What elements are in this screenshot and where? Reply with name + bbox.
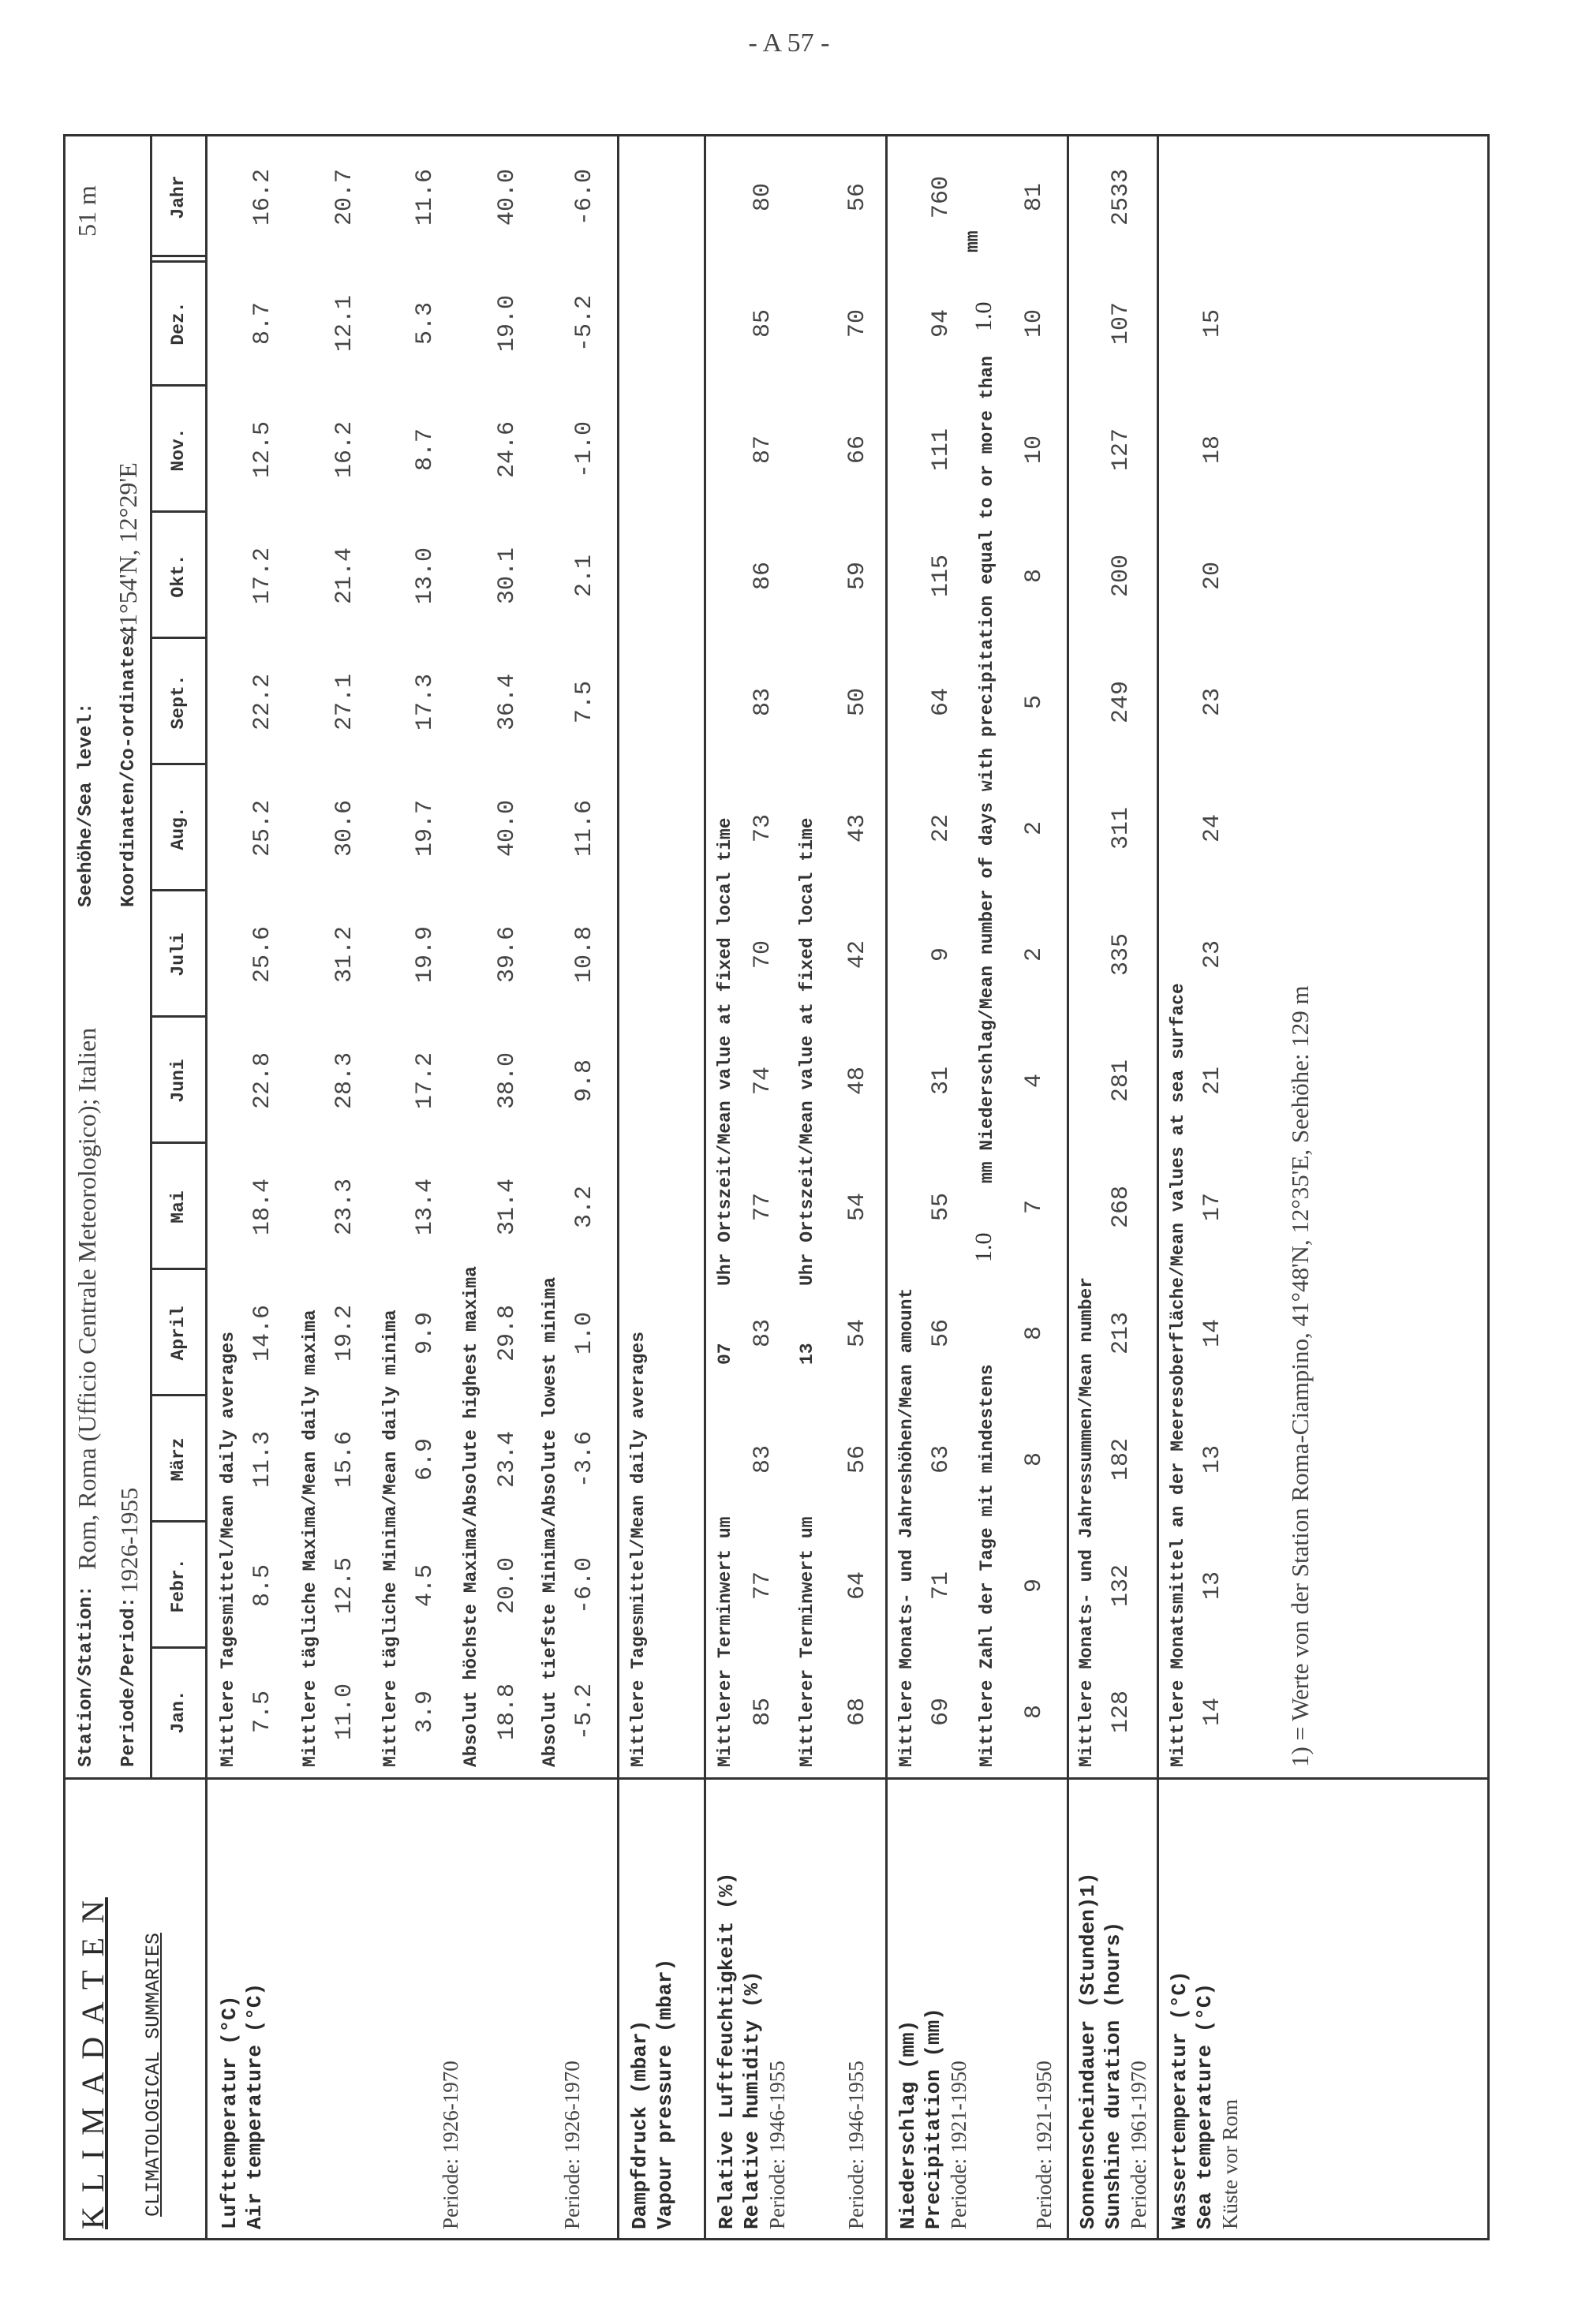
- value-cell: 64: [844, 1571, 871, 1601]
- row-unit: mm: [963, 230, 983, 252]
- period-value: 1926-1955: [115, 1487, 143, 1594]
- month-divider: [150, 1394, 205, 1396]
- row-title: Mittlere Monatsmittel an der Meeresoberfläche/Mean values at sea surface: [1168, 983, 1188, 1767]
- humidity-label-de: Relative Luftfeuchtigkeit (%): [715, 1872, 739, 2229]
- air-temp-label-en: Air temperature (°C): [243, 1982, 267, 2229]
- value-cell: 42: [844, 940, 871, 970]
- value-cell: 8: [1021, 1705, 1048, 1720]
- month-header-bottom: [205, 134, 208, 1780]
- value-cell: -1.0: [571, 421, 598, 479]
- value-cell: 43: [844, 814, 871, 843]
- precip-period-1: Periode: 1921-1950: [947, 2061, 970, 2229]
- air-period-2: Periode: 1926-1970: [560, 2061, 584, 2229]
- value-cell: 13: [1199, 1571, 1226, 1601]
- value-cell: 11.6: [412, 169, 439, 226]
- value-cell: 63: [928, 1445, 955, 1474]
- row-time: 13: [797, 1343, 817, 1365]
- month-header: Mai: [168, 1190, 189, 1224]
- value-cell: 12.5: [249, 421, 276, 479]
- value-cell: 23: [1199, 688, 1226, 717]
- value-cell: 22: [928, 814, 955, 843]
- value-cell: 31.2: [331, 926, 358, 984]
- value-cell: 68: [844, 1698, 871, 1727]
- value-cell: 25.2: [249, 800, 276, 857]
- value-cell: 29.8: [494, 1305, 521, 1362]
- value-cell: 7: [1021, 1200, 1048, 1215]
- table-right-border: [63, 134, 1490, 136]
- row-title: Mittlere Monats- und Jahreshöhen/Mean amount: [896, 1287, 917, 1767]
- value-cell: 4.5: [412, 1564, 439, 1608]
- station-value: Rom, Roma (Ufficio Centrale Meteorologico); Italien: [73, 1027, 101, 1570]
- value-cell: 24.6: [494, 421, 521, 479]
- month-header: Aug.: [168, 806, 189, 850]
- footnote: 1) = Werte von der Station Roma-Ciampino, 41°48'N, 12°35'E, Seehöhe: 129 m: [1286, 985, 1314, 1767]
- value-cell: 39.6: [494, 926, 521, 984]
- value-cell: 10.8: [571, 926, 598, 984]
- month-header: Juli: [168, 932, 189, 977]
- month-header: Okt.: [168, 554, 189, 598]
- value-cell: 85: [750, 1698, 776, 1727]
- value-cell: 9.9: [412, 1312, 439, 1355]
- value-cell: 86: [750, 562, 776, 591]
- month-header: März: [168, 1437, 189, 1481]
- value-cell: -3.6: [571, 1431, 598, 1489]
- value-cell: 17: [1199, 1193, 1226, 1222]
- value-cell: 311: [1108, 807, 1135, 850]
- humidity-period-2: Periode: 1946-1955: [844, 2061, 868, 2229]
- value-cell: 13.0: [412, 547, 439, 605]
- value-cell: -6.0: [571, 1557, 598, 1615]
- humidity-label-en: Relative humidity (%): [740, 1971, 764, 2229]
- month-divider: [150, 384, 205, 387]
- row-title: Mittlere tägliche Maxima/Mean daily maxima: [300, 1310, 320, 1767]
- row-title: mm Niederschlag/Mean number of days with precipitation equal to or more than: [977, 356, 997, 1183]
- value-cell: 249: [1108, 681, 1135, 724]
- value-cell: 17.2: [412, 1052, 439, 1110]
- row-threshold: 1.0: [970, 301, 997, 331]
- precip-period-2: Periode: 1921-1950: [1032, 2061, 1056, 2229]
- section-divider: [1157, 134, 1159, 2240]
- month-divider: [150, 1268, 205, 1270]
- value-cell: 8: [1021, 1452, 1048, 1467]
- value-cell: 17.3: [412, 674, 439, 731]
- value-cell: 74: [750, 1067, 776, 1096]
- value-cell: 19.2: [331, 1305, 358, 1362]
- value-cell: 111: [928, 428, 955, 472]
- precip-label-de: Niederschlag (mm): [896, 2019, 920, 2229]
- value-cell: 19.0: [494, 295, 521, 353]
- value-cell: 77: [750, 1571, 776, 1601]
- value-cell: 115: [928, 555, 955, 598]
- month-divider: [150, 637, 205, 639]
- value-cell: 22.2: [249, 674, 276, 731]
- value-cell: 30.1: [494, 547, 521, 605]
- value-cell: 7.5: [249, 1691, 276, 1734]
- value-cell: 127: [1108, 428, 1135, 472]
- value-cell: 28.3: [331, 1052, 358, 1110]
- coordinates-value: 41°54'N, 12°29'E: [114, 462, 142, 639]
- value-cell: 83: [750, 1319, 776, 1348]
- row-title: Uhr Ortszeit/Mean value at fixed local time: [715, 817, 735, 1286]
- value-cell: 16.2: [249, 169, 276, 226]
- precip-label-en: Precipitation (mm): [922, 2008, 945, 2229]
- value-cell: 5: [1021, 695, 1048, 710]
- value-cell: 11.3: [249, 1431, 276, 1489]
- value-cell: 12.5: [331, 1557, 358, 1615]
- row-time: 07: [715, 1343, 735, 1365]
- summary-top-line: [205, 1780, 208, 2240]
- value-cell: 8: [1021, 1326, 1048, 1341]
- value-cell: 94: [928, 309, 955, 338]
- value-cell: 48: [844, 1067, 871, 1096]
- value-cell: 21.4: [331, 547, 358, 605]
- value-cell: -5.2: [571, 295, 598, 353]
- value-cell: 70: [844, 309, 871, 338]
- value-cell: 8.7: [412, 428, 439, 472]
- value-cell: 13.4: [412, 1179, 439, 1236]
- month-divider: [150, 1141, 205, 1144]
- value-cell: 85: [750, 309, 776, 338]
- value-cell: 213: [1108, 1312, 1135, 1355]
- value-cell: 77: [750, 1193, 776, 1222]
- value-cell: 19.7: [412, 800, 439, 857]
- value-cell: 11.0: [331, 1683, 358, 1741]
- vapour-label-en: Vapour pressure (mbar): [653, 1958, 677, 2229]
- value-cell: 9: [928, 947, 955, 962]
- value-cell: 31.4: [494, 1179, 521, 1236]
- value-cell: 54: [844, 1319, 871, 1348]
- month-divider: [150, 1520, 205, 1523]
- value-cell: 18.4: [249, 1179, 276, 1236]
- value-cell: 12.1: [331, 295, 358, 353]
- value-cell: 9: [1021, 1579, 1048, 1594]
- month-divider: [150, 889, 205, 891]
- value-cell: 11.6: [571, 800, 598, 857]
- value-cell: 50: [844, 688, 871, 717]
- value-cell: 80: [750, 183, 776, 212]
- label-column-divider: [63, 1777, 1490, 1780]
- value-cell: 40.0: [494, 169, 521, 226]
- value-cell: 25.6: [249, 926, 276, 984]
- value-cell: 132: [1108, 1564, 1135, 1608]
- value-cell: 20.0: [494, 1557, 521, 1615]
- value-cell: 71: [928, 1571, 955, 1601]
- value-cell: 760: [928, 176, 955, 219]
- value-cell: 21: [1199, 1067, 1226, 1096]
- sea-level-label: Seehöhe/Sea level:: [76, 702, 97, 907]
- month-header: Jahr: [168, 175, 189, 219]
- month-header: Juni: [168, 1059, 189, 1103]
- value-cell: 8.5: [249, 1564, 276, 1608]
- value-cell: 2.1: [571, 555, 598, 598]
- coordinates-label: Koordinaten/Co-ordinates:: [118, 622, 140, 907]
- month-divider: [150, 255, 205, 257]
- table-left-border: [63, 2238, 1490, 2240]
- value-cell: 87: [750, 435, 776, 465]
- main-title: K L I M A D A T E N: [75, 1897, 110, 2229]
- table-bottom-border: [1487, 134, 1490, 2240]
- value-cell: 31: [928, 1067, 955, 1096]
- value-cell: 20: [1199, 562, 1226, 591]
- section-divider: [1067, 134, 1069, 2240]
- sea-level-value: 51 m: [73, 185, 101, 237]
- page-number: - A 57 -: [748, 28, 830, 58]
- month-divider: [150, 763, 205, 765]
- value-cell: 4: [1021, 1074, 1048, 1089]
- value-cell: 335: [1108, 933, 1135, 977]
- sunshine-label-de: Sonnenscheindauer (Stunden)1): [1076, 1872, 1100, 2229]
- month-header: Febr.: [168, 1558, 189, 1613]
- period-label: Periode/Period:: [118, 1596, 140, 1767]
- row-title: Mittlere Tagesmittel/Mean daily averages: [628, 1331, 649, 1767]
- value-cell: 9.8: [571, 1059, 598, 1103]
- section-divider: [617, 134, 619, 2240]
- month-header: Jan.: [168, 1690, 189, 1734]
- row-title: Mittlere tägliche Minima/Mean daily minima: [380, 1310, 401, 1767]
- sunshine-label-en: Sunshine duration (hours): [1101, 1921, 1125, 2229]
- row-title: Mittlere Monats- und Jahressummen/Mean number: [1076, 1276, 1097, 1767]
- month-divider: [150, 1015, 205, 1018]
- value-cell: 18.8: [494, 1683, 521, 1741]
- value-cell: 56: [844, 183, 871, 212]
- value-cell: 1.0: [571, 1312, 598, 1355]
- value-cell: 6.9: [412, 1438, 439, 1481]
- value-cell: 83: [750, 688, 776, 717]
- value-cell: 2533: [1108, 169, 1135, 226]
- row-title: Uhr Ortszeit/Mean value at fixed local time: [797, 817, 817, 1286]
- value-cell: 38.0: [494, 1052, 521, 1110]
- value-cell: 7.5: [571, 681, 598, 724]
- value-cell: 24: [1199, 814, 1226, 843]
- value-cell: 56: [928, 1319, 955, 1348]
- row-title: Mittlerer Terminwert um: [797, 1516, 817, 1767]
- value-cell: 15.6: [331, 1431, 358, 1489]
- value-cell: 128: [1108, 1691, 1135, 1734]
- value-cell: 81: [1021, 183, 1048, 212]
- row-title: Mittlere Zahl der Tage mit mindestens: [977, 1364, 997, 1767]
- value-cell: 15: [1199, 309, 1226, 338]
- value-cell: 36.4: [494, 674, 521, 731]
- value-cell: 182: [1108, 1438, 1135, 1481]
- table-top-border: [63, 134, 65, 2240]
- value-cell: 69: [928, 1698, 955, 1727]
- sea-place: Küste vor Rom: [1218, 2099, 1242, 2229]
- value-cell: 20.7: [331, 169, 358, 226]
- value-cell: 200: [1108, 555, 1135, 598]
- row-title: Mittlere Tagesmittel/Mean daily averages: [218, 1331, 238, 1767]
- section-divider: [704, 134, 706, 2240]
- value-cell: 14: [1199, 1698, 1226, 1727]
- value-cell: 23.4: [494, 1431, 521, 1489]
- value-cell: -5.2: [571, 1683, 598, 1741]
- station-label: Station/Station:: [76, 1585, 97, 1767]
- value-cell: 66: [844, 435, 871, 465]
- value-cell: 19.9: [412, 926, 439, 984]
- month-header: April: [168, 1306, 189, 1361]
- value-cell: 8.7: [249, 302, 276, 346]
- value-cell: 13: [1199, 1445, 1226, 1474]
- air-period-1: Periode: 1926-1970: [439, 2061, 462, 2229]
- value-cell: 8: [1021, 569, 1048, 584]
- sea-label-en: Sea temperature (°C): [1193, 1982, 1217, 2229]
- value-cell: 23: [1199, 940, 1226, 970]
- value-cell: 14.6: [249, 1305, 276, 1362]
- value-cell: 40.0: [494, 800, 521, 857]
- sunshine-period: Periode: 1961-1970: [1127, 2061, 1150, 2229]
- value-cell: 5.3: [412, 302, 439, 346]
- value-cell: 18: [1199, 435, 1226, 465]
- value-cell: 23.3: [331, 1179, 358, 1236]
- value-cell: 16.2: [331, 421, 358, 479]
- value-cell: 64: [928, 688, 955, 717]
- month-header: Dez.: [168, 301, 189, 346]
- sub-title: CLIMATOLOGICAL SUMMARIES: [142, 1932, 165, 2217]
- value-cell: 268: [1108, 1186, 1135, 1229]
- value-cell: 107: [1108, 302, 1135, 346]
- value-cell: 54: [844, 1193, 871, 1222]
- row-title: Absolut höchste Maxima/Absolute highest maxima: [461, 1266, 481, 1767]
- row-title: Mittlerer Terminwert um: [715, 1516, 735, 1767]
- vapour-label-de: Dampfdruck (mbar): [628, 2019, 652, 2229]
- month-header: Sept.: [168, 674, 189, 730]
- value-cell: 14: [1199, 1319, 1226, 1348]
- value-cell: 56: [844, 1445, 871, 1474]
- value-cell: -6.0: [571, 169, 598, 226]
- row-threshold: 1.0: [970, 1232, 997, 1262]
- value-cell: 10: [1021, 435, 1048, 465]
- value-cell: 27.1: [331, 674, 358, 731]
- value-cell: 17.2: [249, 547, 276, 605]
- value-cell: 30.6: [331, 800, 358, 857]
- value-cell: 73: [750, 814, 776, 843]
- value-cell: 3.9: [412, 1691, 439, 1734]
- value-cell: 281: [1108, 1059, 1135, 1103]
- air-temp-label-de: Lufttemperatur (°C): [218, 1995, 241, 2229]
- sea-label-de: Wassertemperatur (°C): [1168, 1971, 1191, 2229]
- value-cell: 83: [750, 1445, 776, 1474]
- month-divider: [150, 1646, 205, 1649]
- value-cell: 2: [1021, 821, 1048, 836]
- month-divider: [150, 260, 205, 263]
- section-divider: [885, 134, 888, 2240]
- value-cell: 3.2: [571, 1186, 598, 1229]
- month-header: Nov.: [168, 428, 189, 472]
- value-cell: 55: [928, 1193, 955, 1222]
- climate-table: [63, 134, 1491, 2240]
- month-divider: [150, 510, 205, 513]
- value-cell: 22.8: [249, 1052, 276, 1110]
- value-cell: 59: [844, 562, 871, 591]
- value-cell: 2: [1021, 947, 1048, 962]
- value-cell: 10: [1021, 309, 1048, 338]
- humidity-period-1: Periode: 1946-1955: [765, 2061, 789, 2229]
- value-cell: 70: [750, 940, 776, 970]
- row-title: Absolut tiefste Minima/Absolute lowest minima: [540, 1276, 560, 1767]
